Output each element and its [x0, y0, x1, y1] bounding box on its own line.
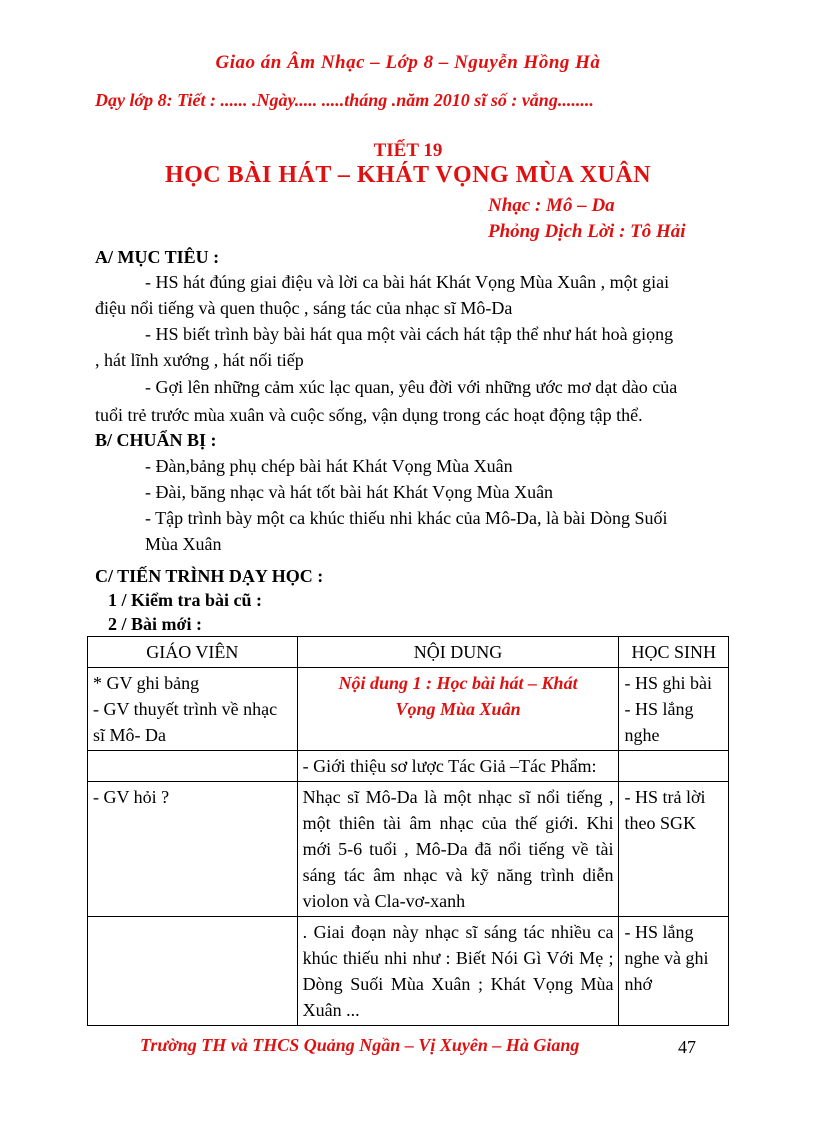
- objective-line: , hát lĩnh xướng , hát nối tiếp: [95, 350, 304, 370]
- lyrics-credit: Phỏng Dịch Lời : Tô Hải: [488, 221, 686, 242]
- content-cell: Nhạc sĩ Mô-Da là một nhạc sĩ nổi tiếng , một thiên tài âm nhạc của thế giới. Khi mới 5-6 tuổi , Mô-Da đã nổi tiếng về tài sáng tác âm nhạc và kỹ năng trình diễn violon và Cla-vơ-xanh: [297, 782, 619, 917]
- section-a-heading: A/ MỤC TIÊU :: [95, 247, 220, 267]
- table-row: [88, 751, 729, 782]
- footer-school: Trường TH và THCS Quảng Ngần – Vị Xuyên – Hà Giang: [140, 1035, 580, 1055]
- section-b-heading: B/ CHUẨN BỊ :: [95, 430, 217, 450]
- teacher-line: - GV thuyết trình về nhạc: [93, 699, 278, 719]
- lesson-number: TIẾT 19: [373, 140, 443, 161]
- teacher-cell: [88, 751, 298, 782]
- student-cell: [619, 668, 729, 751]
- old-lesson-check: 1 / Kiểm tra bài cũ :: [108, 590, 262, 610]
- objective-line: - Gợi lên những cảm xúc lạc quan, yêu đời với những ước mơ dạt dào của: [145, 377, 678, 397]
- objective-line: - HS hát đúng giai điệu và lời ca bài hát Khát Vọng Mùa Xuân , một giai: [145, 272, 670, 292]
- table-row: [88, 917, 729, 1026]
- teacher-line: * GV ghi bảng: [93, 673, 200, 693]
- content-cell: . Giai đoạn này nhạc sĩ sáng tác nhiều ca khúc thiếu nhi như : Biết Nói Gì Với Mẹ ; Dòng Suối Mùa Xuân ; Khát Vọng Mùa Xuân ...: [297, 917, 619, 1026]
- column-header-student: HỌC SINH: [619, 637, 729, 668]
- preparation-line: - Đài, băng nhạc và hát tốt bài hát Khát Vọng Mùa Xuân: [145, 482, 554, 502]
- student-cell: [619, 751, 729, 782]
- content-section-title: Nội dung 1 : Học bài hát – Khát Vọng Mùa Xuân: [338, 673, 578, 719]
- teacher-cell: [88, 668, 298, 751]
- preparation-line: - Đàn,bảng phụ chép bài hát Khát Vọng Mùa Xuân: [145, 456, 513, 476]
- objective-line: điệu nổi tiếng và quen thuộc , sáng tác của nhạc sĩ Mô-Da: [95, 298, 513, 318]
- column-header-teacher: GIÁO VIÊN: [88, 637, 298, 668]
- new-lesson: 2 / Bài mới :: [108, 614, 202, 634]
- objective-line: tuổi trẻ trước mùa xuân và cuộc sống, vận dụng trong các hoạt động tập thể.: [95, 405, 643, 425]
- page-number: 47: [678, 1037, 696, 1057]
- preparation-line: Mùa Xuân: [145, 534, 222, 554]
- content-cell: - Giới thiệu sơ lược Tác Giả –Tác Phẩm:: [297, 751, 619, 782]
- content-cell: [297, 668, 619, 751]
- column-header-content: NỘI DUNG: [297, 637, 619, 668]
- document-header: Giao án Âm Nhạc – Lớp 8 – Nguyễn Hồng Hà: [215, 52, 601, 73]
- table-row: [88, 668, 729, 751]
- table-row: [88, 782, 729, 917]
- lesson-table: [87, 636, 729, 1026]
- teacher-cell: [88, 917, 298, 1026]
- preparation-line: - Tập trình bày một ca khúc thiếu nhi khác của Mô-Da, là bài Dòng Suối: [145, 508, 668, 528]
- student-cell: - HS lắng nghe và ghi nhớ: [619, 917, 729, 1026]
- teacher-line: sĩ Mô- Da: [93, 725, 166, 745]
- student-line: - HS ghi bài: [624, 673, 712, 693]
- lesson-title: HỌC BÀI HÁT – KHÁT VỌNG MÙA XUÂN: [164, 162, 652, 188]
- objective-line: - HS biết trình bày bài hát qua một vài cách hát tập thể như hát hoà giọng: [145, 324, 674, 344]
- music-credit: Nhạc : Mô – Da: [488, 195, 615, 216]
- student-cell: - HS trả lời theo SGK: [619, 782, 729, 917]
- class-schedule-line: Dạy lớp 8: Tiết : ...... .Ngày..... .....tháng .năm 2010 sĩ số : vắng........: [95, 90, 594, 110]
- section-c-heading: C/ TIẾN TRÌNH DẠY HỌC :: [95, 566, 324, 586]
- student-line: - HS lắng nghe: [624, 699, 694, 745]
- teacher-cell: - GV hỏi ?: [88, 782, 298, 917]
